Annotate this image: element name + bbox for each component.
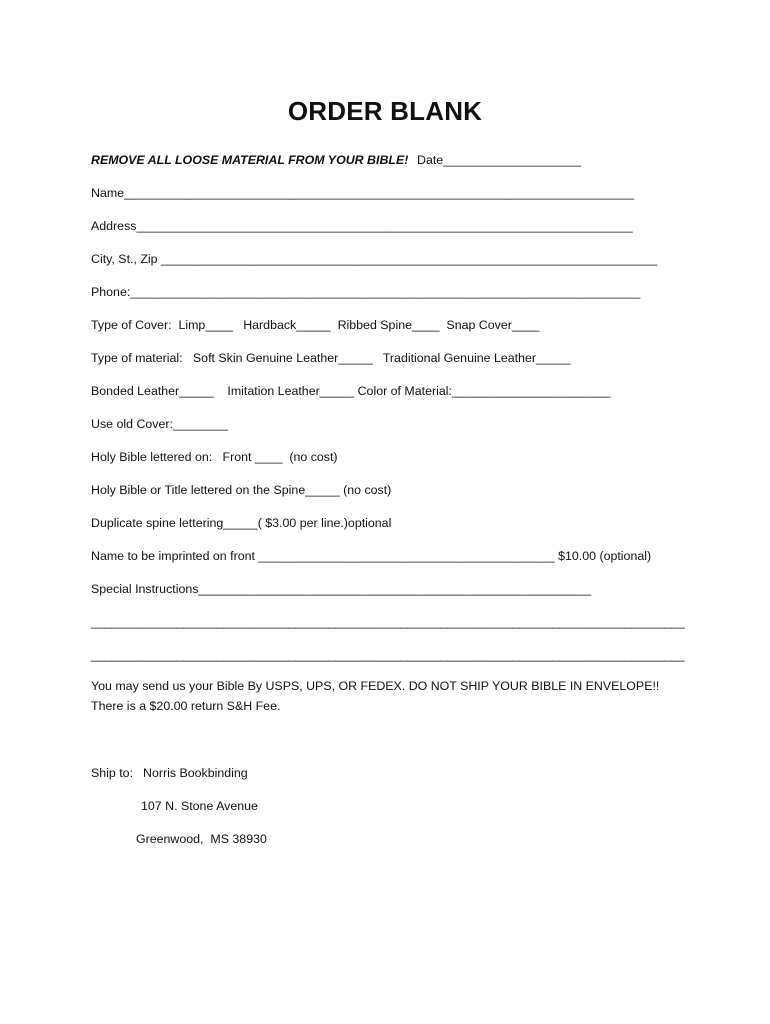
date-field[interactable]: Date____________________	[417, 153, 581, 167]
special-instructions-field[interactable]: Special Instructions_________________________________________________________	[91, 582, 592, 596]
blank-line-1[interactable]: __________________________________________________________________________________________	[91, 615, 685, 629]
phone-field[interactable]: Phone:__________________________________________________________________________	[91, 285, 641, 299]
cover-type-options[interactable]: Type of Cover: Limp____ Hardback_____ Ribbed Spine____ Snap Cover____	[91, 318, 540, 332]
duplicate-spine-field[interactable]: Duplicate spine lettering_____( $3.00 per line.)optional	[91, 516, 392, 530]
page-title: ORDER BLANK	[287, 96, 483, 126]
ship-to-city: Greenwood, MS 38930	[136, 832, 267, 846]
material-type-options[interactable]: Type of material: Soft Skin Genuine Leather_____ Traditional Genuine Leather_____	[91, 351, 571, 365]
blank-line-2[interactable]: __________________________________________________________________________________________	[91, 648, 685, 662]
ship-to-street: 107 N. Stone Avenue	[141, 799, 258, 813]
spine-lettering-field[interactable]: Holy Bible or Title lettered on the Spine_____ (no cost)	[91, 483, 392, 497]
use-old-cover-field[interactable]: Use old Cover:________	[91, 417, 229, 431]
ship-to-name: Norris Bookbinding	[143, 766, 248, 780]
city-state-zip-field[interactable]: City, St., Zip ________________________________________________________________________	[91, 252, 658, 266]
name-field[interactable]: Name__________________________________________________________________________	[91, 186, 634, 200]
lettered-front-field[interactable]: Holy Bible lettered on: Front ____ (no cost)	[91, 450, 338, 464]
bonded-imitation-options[interactable]: Bonded Leather_____ Imitation Leather_____ Color of Material:_______________________	[91, 384, 611, 398]
shipping-note: You may send us your Bible By USPS, UPS, OR FEDEX. DO NOT SHIP YOUR BIBLE IN ENVELOPE!! There is a $20.00 return S&H Fee.	[91, 679, 660, 713]
remove-warning: REMOVE ALL LOOSE MATERIAL FROM YOUR BIBLE!	[91, 153, 409, 167]
ship-to-label: Ship to:	[91, 766, 134, 780]
address-field[interactable]: Address________________________________________________________________________	[91, 219, 633, 233]
imprint-name-field[interactable]: Name to be imprinted on front ___________________________________________ $10.00 (optional)	[91, 549, 652, 563]
